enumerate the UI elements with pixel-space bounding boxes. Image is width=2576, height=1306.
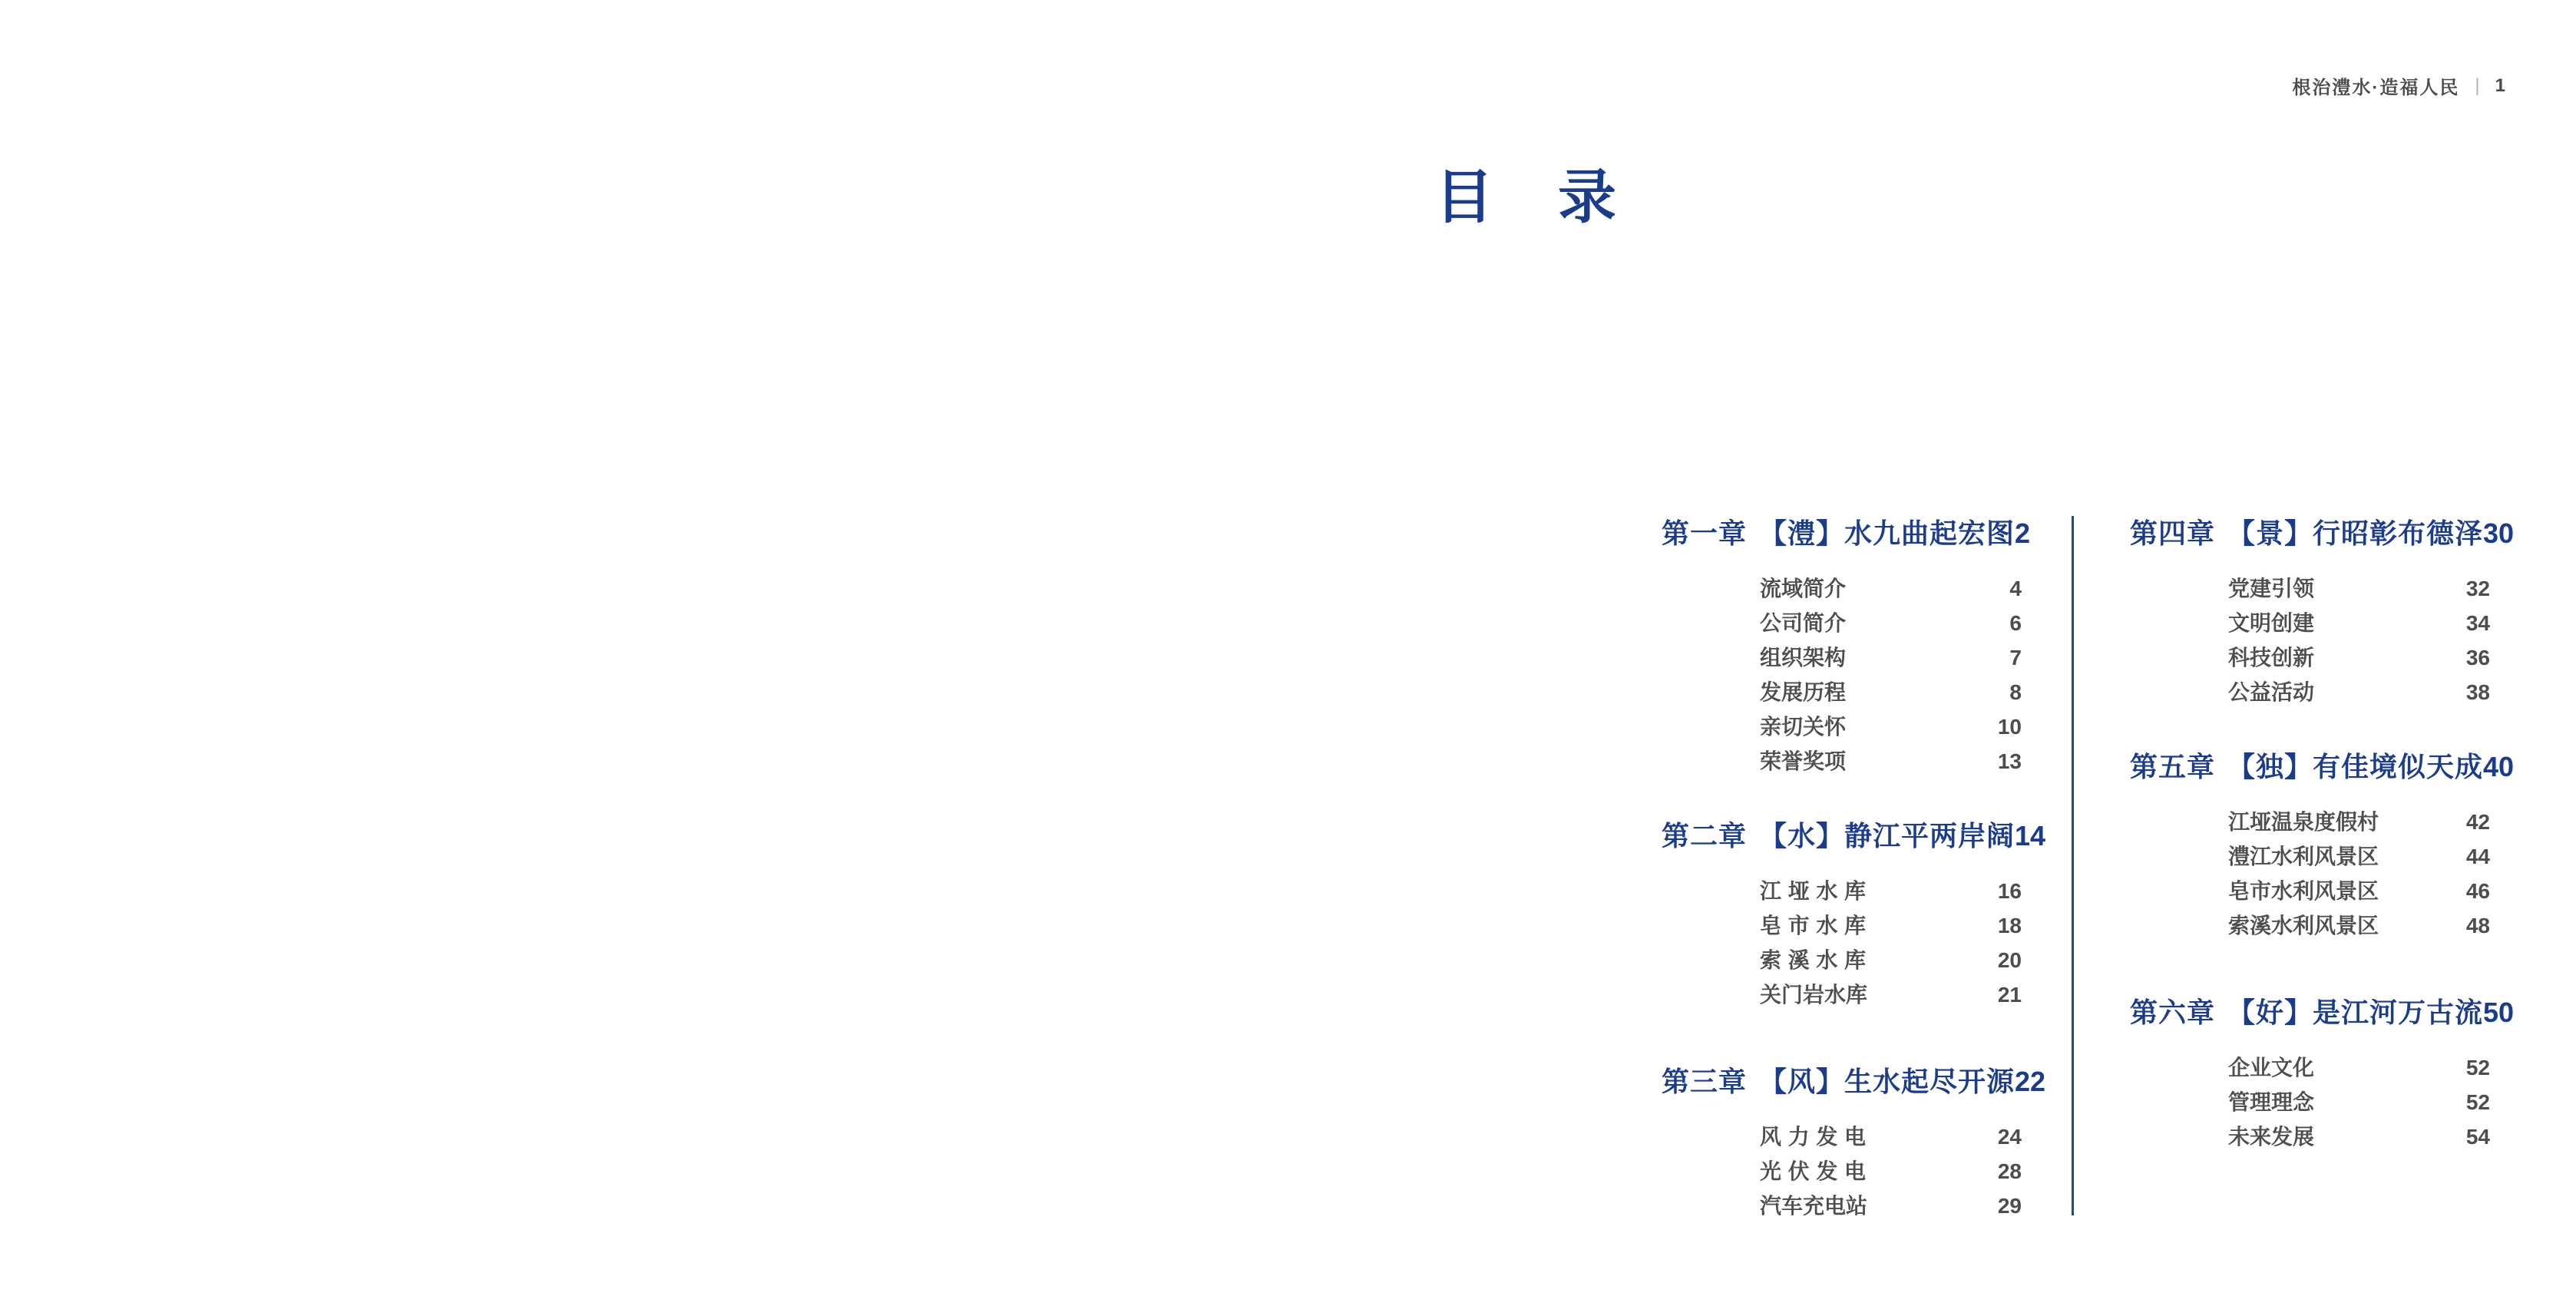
toc-item — [2130, 675, 2490, 709]
toc-item-page: 28 — [1997, 1159, 2022, 1183]
chapter-heading — [2130, 749, 2515, 785]
toc-column-left — [1662, 516, 2046, 1263]
chapter-items — [2130, 805, 2490, 943]
toc-item-page: 52 — [2465, 1090, 2490, 1114]
toc-item — [1662, 1189, 2022, 1223]
toc-item-page: 18 — [1997, 914, 2022, 937]
chapter-title: 【好】是江河万古流 — [2227, 997, 2484, 1028]
chapter-heading — [1662, 516, 2031, 551]
toc-item — [1662, 675, 2022, 709]
chapter-title: 【景】行昭彰布德泽 — [2227, 517, 2484, 549]
toc-section-chapter-4 — [2130, 516, 2515, 709]
toc-item-label: 荣誉奖项 — [1760, 749, 1847, 773]
toc-item — [1662, 1119, 2022, 1154]
toc-item — [1662, 571, 2022, 606]
toc-section-chapter-6 — [2130, 995, 2515, 1154]
toc-item — [1662, 977, 2022, 1012]
chapter-page-number: 2 — [2015, 517, 2031, 549]
toc-item — [2130, 839, 2490, 874]
toc-item — [1662, 640, 2022, 675]
toc-item-page: 7 — [2009, 646, 2022, 670]
toc-item-label: 风力发电 — [1760, 1125, 1866, 1149]
toc-item-label: 皂市水库 — [1760, 914, 1866, 937]
toc-item — [2130, 908, 2490, 943]
toc-item-page: 6 — [2009, 611, 2022, 635]
toc-item-label: 亲切关怀 — [1760, 715, 1847, 739]
toc-item-label: 汽车充电站 — [1760, 1194, 1868, 1218]
toc-item-page: 44 — [2465, 845, 2490, 868]
toc-item — [2130, 1050, 2490, 1085]
toc-item-label: 管理理念 — [2228, 1090, 2315, 1114]
toc-section-chapter-2 — [1662, 818, 2046, 1012]
chapter-number: 第六章 — [2130, 997, 2216, 1028]
chapter-page-number: 30 — [2483, 517, 2515, 549]
toc-item-label: 索溪水库 — [1760, 948, 1866, 972]
header-separator: | — [2475, 74, 2480, 96]
chapter-title: 【水】静江平两岸阔 — [1759, 820, 2015, 851]
toc-item-label: 江垭水库 — [1760, 879, 1866, 903]
toc-item-page: 20 — [1997, 948, 2022, 972]
toc-item-page: 52 — [2465, 1056, 2490, 1080]
toc-item-page: 54 — [2465, 1125, 2490, 1149]
header-slogan: 根治澧水·造福人民 — [2292, 78, 2460, 98]
column-divider-line — [2072, 516, 2074, 1215]
chapter-page-number: 22 — [2015, 1066, 2046, 1097]
toc-item — [2130, 571, 2490, 606]
toc-item-page: 16 — [1997, 879, 2022, 903]
toc-item-page: 46 — [2465, 879, 2490, 903]
chapter-items — [1662, 1119, 2022, 1223]
toc-item-label: 发展历程 — [1760, 680, 1847, 704]
toc-item-label: 光伏发电 — [1760, 1159, 1866, 1183]
toc-item-page: 32 — [2465, 577, 2490, 600]
toc-item-page: 38 — [2465, 680, 2490, 704]
toc-item — [2130, 640, 2490, 675]
chapter-page-number: 14 — [2015, 820, 2046, 851]
toc-column-right — [2130, 516, 2515, 1194]
chapter-items — [2130, 1050, 2490, 1154]
chapter-items — [2130, 571, 2490, 709]
toc-item — [2130, 805, 2490, 839]
toc-item-label: 澧江水利风景区 — [2228, 845, 2379, 868]
toc-item-label: 企业文化 — [2228, 1056, 2315, 1080]
toc-item — [1662, 1154, 2022, 1189]
toc-item-label: 江垭温泉度假村 — [2228, 810, 2379, 834]
toc-item-page: 8 — [2009, 680, 2022, 704]
chapter-items — [1662, 571, 2022, 779]
chapter-number: 第四章 — [2130, 517, 2216, 549]
chapter-heading — [1662, 1064, 2046, 1099]
header-page-number: 1 — [2495, 74, 2505, 96]
chapter-heading — [1662, 818, 2046, 854]
toc-item-label: 关门岩水库 — [1760, 983, 1868, 1007]
toc-item — [1662, 709, 2022, 744]
toc-item — [2130, 1085, 2490, 1119]
chapter-page-number: 40 — [2483, 751, 2515, 782]
page-header — [2292, 72, 2505, 99]
toc-item-label: 皂市水利风景区 — [2228, 879, 2379, 903]
toc-item — [2130, 874, 2490, 908]
toc-item-label: 未来发展 — [2228, 1125, 2315, 1149]
toc-item-label: 科技创新 — [2228, 646, 2315, 670]
toc-item-page: 48 — [2465, 914, 2490, 937]
toc-item-label: 文明创建 — [2228, 611, 2315, 635]
toc-section-chapter-1 — [1662, 516, 2031, 779]
chapter-number: 第一章 — [1662, 517, 1748, 549]
toc-item-label: 公司简介 — [1760, 611, 1847, 635]
page-title: 目 录 — [1435, 165, 1619, 230]
chapter-number: 第二章 — [1662, 820, 1748, 851]
toc-section-chapter-3 — [1662, 1064, 2046, 1223]
toc-item-page: 24 — [1997, 1125, 2022, 1149]
chapter-items — [1662, 874, 2022, 1012]
toc-item-page: 36 — [2465, 646, 2490, 670]
toc-item — [1662, 908, 2022, 943]
toc-item-page: 13 — [1997, 749, 2022, 773]
toc-item — [1662, 606, 2022, 640]
toc-item — [1662, 744, 2022, 779]
chapter-title: 【风】生水起尽开源 — [1759, 1066, 2015, 1097]
chapter-heading — [2130, 516, 2515, 551]
chapter-number: 第三章 — [1662, 1066, 1748, 1097]
chapter-title: 【澧】水九曲起宏图 — [1759, 517, 2015, 549]
chapter-title: 【独】有佳境似天成 — [2227, 751, 2484, 782]
toc-item-page: 29 — [1997, 1194, 2022, 1218]
toc-item-label: 索溪水利风景区 — [2228, 914, 2379, 937]
toc-item-page: 10 — [1997, 715, 2022, 739]
toc-item-label: 组织架构 — [1760, 646, 1847, 670]
toc-item — [1662, 943, 2022, 977]
toc-item — [2130, 606, 2490, 640]
toc-item — [2130, 1119, 2490, 1154]
toc-item-label: 公益活动 — [2228, 680, 2315, 704]
toc-item-label: 流域简介 — [1760, 577, 1847, 600]
toc-item-page: 34 — [2465, 611, 2490, 635]
toc-item-page: 21 — [1997, 983, 2022, 1007]
chapter-page-number: 50 — [2483, 997, 2515, 1028]
toc-item-page: 42 — [2465, 810, 2490, 834]
chapter-number: 第五章 — [2130, 751, 2216, 782]
toc-item-label: 党建引领 — [2228, 577, 2315, 600]
toc-section-chapter-5 — [2130, 749, 2515, 943]
chapter-heading — [2130, 995, 2515, 1030]
toc-item — [1662, 874, 2022, 908]
toc-item-page: 4 — [2009, 577, 2022, 600]
